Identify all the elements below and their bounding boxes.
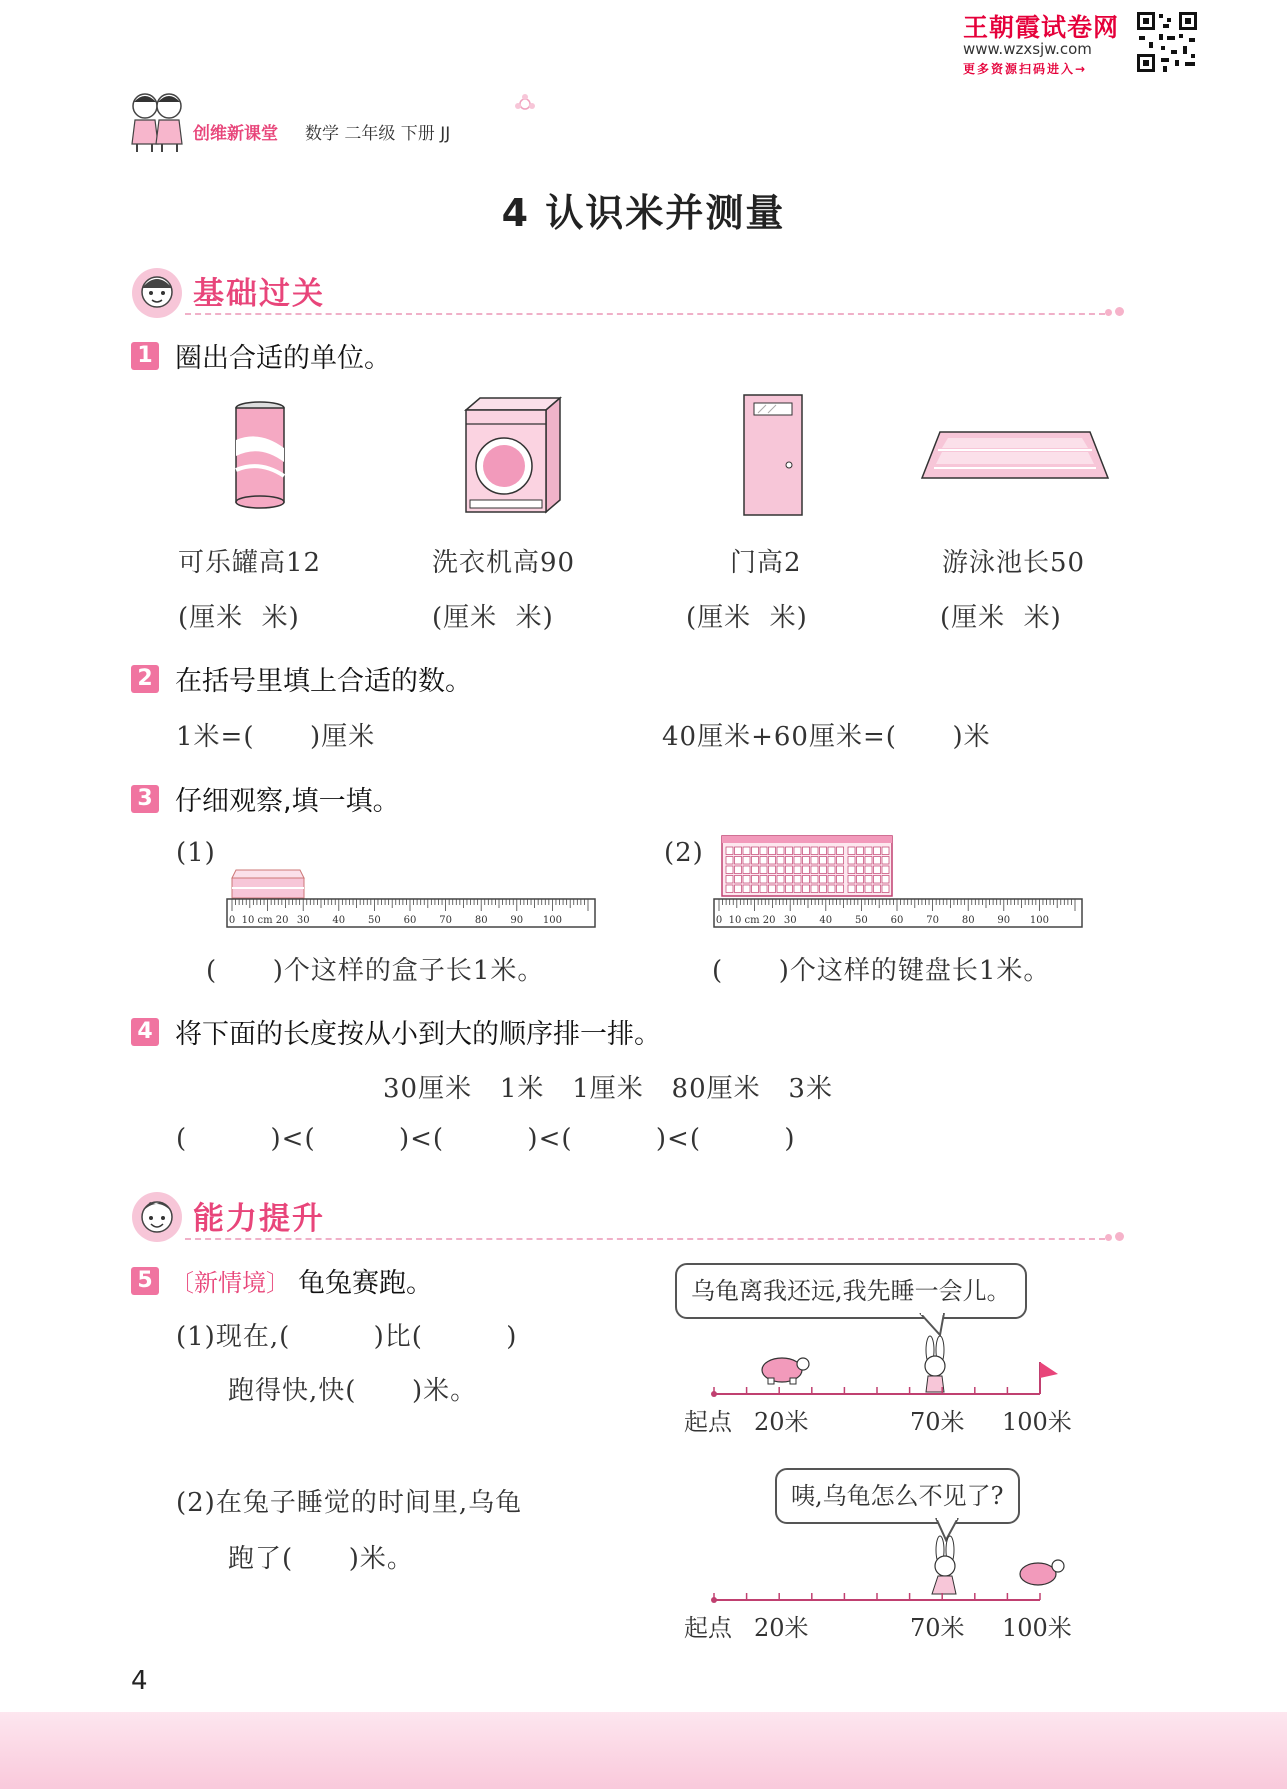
keyboard-key <box>828 857 835 865</box>
brand-name: 王朝霞试卷网 <box>963 13 1120 42</box>
keyboard-key <box>882 847 889 855</box>
ruler-tick-label: 60 <box>890 915 904 926</box>
q4-blanks[interactable]: ( )<( )<( )<( )<( ) <box>176 1124 796 1154</box>
brand-url[interactable]: www.wzxsjw.com <box>963 40 1092 58</box>
series-name: 创维新课堂 <box>193 124 278 144</box>
keyboard-key <box>803 857 810 865</box>
axis-label-100: 100米 <box>1002 1408 1072 1436</box>
keyboard-key <box>769 885 776 893</box>
keyboard-key <box>803 847 810 855</box>
keyboard-key <box>828 866 835 874</box>
ruler-tick-label: 50 <box>855 915 868 926</box>
keyboard-key <box>848 866 855 874</box>
keyboard-key <box>794 866 801 874</box>
keyboard-key <box>735 885 742 893</box>
washing-machine-icon <box>460 396 564 514</box>
question-text: 龟兔赛跑。 <box>298 1268 433 1299</box>
keyboard-key <box>743 876 750 884</box>
keyboard-key <box>820 866 827 874</box>
race-track-2 <box>700 1528 1070 1608</box>
keyboard-key <box>752 857 759 865</box>
keyboard-icon <box>720 834 894 898</box>
rabbit-icon <box>932 1536 956 1594</box>
new-scenario-tag: 〔新情境〕 <box>170 1269 290 1297</box>
boy-avatar-icon <box>130 1190 184 1244</box>
keyboard-key <box>769 866 776 874</box>
axis-label-20: 20米 <box>754 1614 809 1642</box>
question-text: 在括号里填上合适的数。 <box>175 666 472 697</box>
ruler-tick-label: 70 <box>439 915 452 926</box>
keyboard-key <box>803 885 810 893</box>
ruler-tick-label: 50 <box>368 915 381 926</box>
speech-bubble-1: 乌龟离我还远,我先睡一会儿。 <box>675 1263 1027 1319</box>
q5-part1-line2[interactable]: 跑得快,快( )米。 <box>228 1376 478 1406</box>
ruler-tick-label: 40 <box>332 915 346 926</box>
q1-unit-options[interactable]: (厘米 米) <box>686 603 808 633</box>
q1-unit-options[interactable]: (厘米 米) <box>940 603 1062 633</box>
keyboard-key <box>848 847 855 855</box>
keyboard-key <box>837 866 844 874</box>
ruler-tick-label: 80 <box>961 915 975 926</box>
section-dots <box>1102 1226 1124 1245</box>
keyboard-key <box>760 885 767 893</box>
q1-item-label: 游泳池长50 <box>942 548 1086 578</box>
keyboard-key <box>874 857 881 865</box>
rabbit-icon <box>925 1336 945 1392</box>
q5-part2-line1: (2)在兔子睡觉的时间里,乌龟 <box>176 1488 523 1518</box>
ruler-2 <box>713 898 1083 928</box>
track-start-dot <box>711 1597 717 1603</box>
q1-item-label: 门高2 <box>730 548 802 578</box>
keyboard-key <box>848 857 855 865</box>
keyboard-key <box>743 847 750 855</box>
flower-decoration-icon <box>513 93 537 115</box>
keyboard-key <box>865 857 872 865</box>
keyboard-key <box>777 857 784 865</box>
section-title-basic: 基础过关 <box>193 276 325 312</box>
keyboard-key <box>874 866 881 874</box>
keyboard-key <box>769 857 776 865</box>
keyboard-key <box>726 857 733 865</box>
section-title-advanced: 能力提升 <box>193 1201 325 1237</box>
keyboard-key <box>811 857 818 865</box>
keyboard-key <box>811 847 818 855</box>
keyboard-key <box>857 847 864 855</box>
ruler-tick-label: 0 <box>228 915 236 926</box>
question-text: 仔细观察,填一填。 <box>175 786 400 817</box>
axis-label-70: 70米 <box>910 1408 965 1436</box>
keyboard-key <box>803 876 810 884</box>
teacher-avatar-icon <box>130 266 184 320</box>
axis-label-100: 100米 <box>1002 1614 1072 1642</box>
keyboard-key <box>735 876 742 884</box>
ruler-tick-label: 90 <box>510 915 524 926</box>
ruler-1-scale <box>226 898 596 928</box>
qr-code-icon[interactable] <box>1135 10 1199 74</box>
keyboard-key <box>837 857 844 865</box>
ruler-tick-label: 10 cm 20 <box>241 915 289 926</box>
keyboard-key <box>726 847 733 855</box>
keyboard-key <box>735 857 742 865</box>
keyboard-key <box>752 866 759 874</box>
turtle-icon <box>1020 1560 1064 1585</box>
keyboard-key <box>752 885 759 893</box>
keyboard-key <box>743 857 750 865</box>
keyboard-key <box>820 876 827 884</box>
keyboard-key <box>811 885 818 893</box>
keyboard-key <box>786 866 793 874</box>
keyboard-key <box>743 866 750 874</box>
axis-label-20: 20米 <box>754 1408 809 1436</box>
keyboard-key <box>786 876 793 884</box>
q2-blank-left[interactable]: 1米=( )厘米 <box>176 722 376 752</box>
keyboard-key <box>837 876 844 884</box>
finish-flag-icon <box>1040 1362 1058 1394</box>
keyboard-key <box>828 876 835 884</box>
keyboard-key <box>786 857 793 865</box>
keyboard-key <box>865 847 872 855</box>
keyboard-key <box>811 866 818 874</box>
keyboard-key <box>777 885 784 893</box>
keyboard-key <box>777 866 784 874</box>
axis-label-start: 起点 <box>684 1614 732 1642</box>
ruler-tick-label: 100 <box>542 915 562 926</box>
keyboard-key <box>760 857 767 865</box>
ruler-tick-label: 60 <box>403 915 417 926</box>
keyboard-key <box>760 876 767 884</box>
keyboard-key <box>760 866 767 874</box>
keyboard-key <box>874 876 881 884</box>
ruler-tick-label: 30 <box>783 915 797 926</box>
page-number: 4 <box>131 1666 148 1696</box>
q1-item-label: 洗衣机高90 <box>432 548 576 578</box>
ruler-tick-label: 80 <box>474 915 488 926</box>
subject-info: 数学 二年级 下册 JJ <box>305 124 451 144</box>
ruler-tick-label: 30 <box>296 915 310 926</box>
ruler-2-scale <box>713 898 1083 928</box>
keyboard-key <box>803 866 810 874</box>
door-icon <box>742 393 804 517</box>
keyboard-key <box>882 885 889 893</box>
ruler-tick-label: 90 <box>997 915 1011 926</box>
keyboard-key <box>848 885 855 893</box>
keyboard-key <box>865 876 872 884</box>
question-text: 圈出合适的单位。 <box>175 343 391 374</box>
keyboard-key <box>857 876 864 884</box>
ruler-tick-label: 40 <box>819 915 833 926</box>
q3-part1-label: (1) <box>176 838 216 868</box>
section-dots <box>1102 301 1124 320</box>
keyboard-key <box>769 847 776 855</box>
keyboard-key <box>752 876 759 884</box>
keyboard-key <box>865 885 872 893</box>
cola-can-icon <box>230 400 290 510</box>
q1-unit-options[interactable]: (厘米 米) <box>178 603 300 633</box>
track-start-dot <box>711 1391 717 1397</box>
ruler-tick-label: 0 <box>715 915 723 926</box>
keyboard-key <box>786 885 793 893</box>
keyboard-key <box>735 866 742 874</box>
speech-bubble-2: 咦,乌龟怎么不见了? <box>775 1468 1020 1524</box>
section-divider <box>185 313 1105 315</box>
keyboard-key <box>857 885 864 893</box>
keyboard-key <box>794 885 801 893</box>
keyboard-key <box>882 866 889 874</box>
keyboard-key <box>794 847 801 855</box>
q1-item-label: 可乐罐高12 <box>178 548 322 578</box>
question-number: 3 <box>131 785 159 813</box>
question-number: 2 <box>131 665 159 693</box>
keyboard-key <box>874 847 881 855</box>
keyboard-key <box>769 876 776 884</box>
q5-part2-line2[interactable]: 跑了( )米。 <box>228 1544 414 1574</box>
keyboard-key <box>811 876 818 884</box>
ruler-tick-label: 100 <box>1029 915 1049 926</box>
keyboard-key <box>820 885 827 893</box>
q1-unit-options[interactable]: (厘米 米) <box>432 603 554 633</box>
keyboard-key <box>837 885 844 893</box>
keyboard-key <box>828 885 835 893</box>
keyboard-key <box>848 876 855 884</box>
question-text: 将下面的长度按从小到大的顺序排一排。 <box>175 1019 661 1050</box>
keyboard-key <box>735 847 742 855</box>
keyboard-key <box>874 885 881 893</box>
q2-blank-right[interactable]: 40厘米+60厘米=( )米 <box>662 722 991 752</box>
question-number: 1 <box>131 342 159 370</box>
kids-mascot-icon <box>125 88 187 154</box>
keyboard-key <box>743 885 750 893</box>
footer-band <box>0 1712 1287 1789</box>
keyboard-key <box>794 857 801 865</box>
keyboard-key <box>820 857 827 865</box>
keyboard-key <box>882 857 889 865</box>
section-divider <box>185 1238 1105 1240</box>
q3-part2-label: (2) <box>664 838 704 868</box>
keyboard-key <box>882 876 889 884</box>
keyboard-key <box>828 847 835 855</box>
keyboard-key <box>857 866 864 874</box>
keyboard-key <box>726 866 733 874</box>
keyboard-key <box>726 885 733 893</box>
axis-label-start: 起点 <box>684 1408 732 1436</box>
keyboard-key <box>760 847 767 855</box>
ruler-tick-label: 10 cm 20 <box>728 915 776 926</box>
question-number: 5 <box>131 1267 159 1295</box>
swimming-pool-icon <box>920 428 1110 482</box>
q3-part1-blank[interactable]: ( )个这样的盒子长1米。 <box>206 956 545 986</box>
turtle-icon <box>762 1358 809 1384</box>
keyboard-key <box>786 847 793 855</box>
keyboard-key <box>857 857 864 865</box>
keyboard-key <box>820 847 827 855</box>
q4-values: 30厘米 1米 1厘米 80厘米 3米 <box>383 1074 833 1104</box>
keyboard-key <box>752 847 759 855</box>
race-track-1 <box>700 1322 1070 1402</box>
lesson-title: 4 认识米并测量 <box>501 191 786 235</box>
question-number: 4 <box>131 1018 159 1046</box>
ruler-tick-label: 70 <box>926 915 939 926</box>
brand-more-text: 更多资源扫码进入→ <box>963 62 1088 76</box>
keyboard-key <box>837 847 844 855</box>
keyboard-key <box>794 876 801 884</box>
q5-part1-line1[interactable]: (1)现在,( )比( ) <box>176 1322 518 1352</box>
keyboard-key <box>865 866 872 874</box>
keyboard-key <box>777 847 784 855</box>
ruler-1 <box>226 898 596 928</box>
box-icon <box>230 868 306 900</box>
axis-label-70: 70米 <box>910 1614 965 1642</box>
keyboard-key <box>726 876 733 884</box>
q3-part2-blank[interactable]: ( )个这样的键盘长1米。 <box>712 956 1051 986</box>
keyboard-key <box>777 876 784 884</box>
